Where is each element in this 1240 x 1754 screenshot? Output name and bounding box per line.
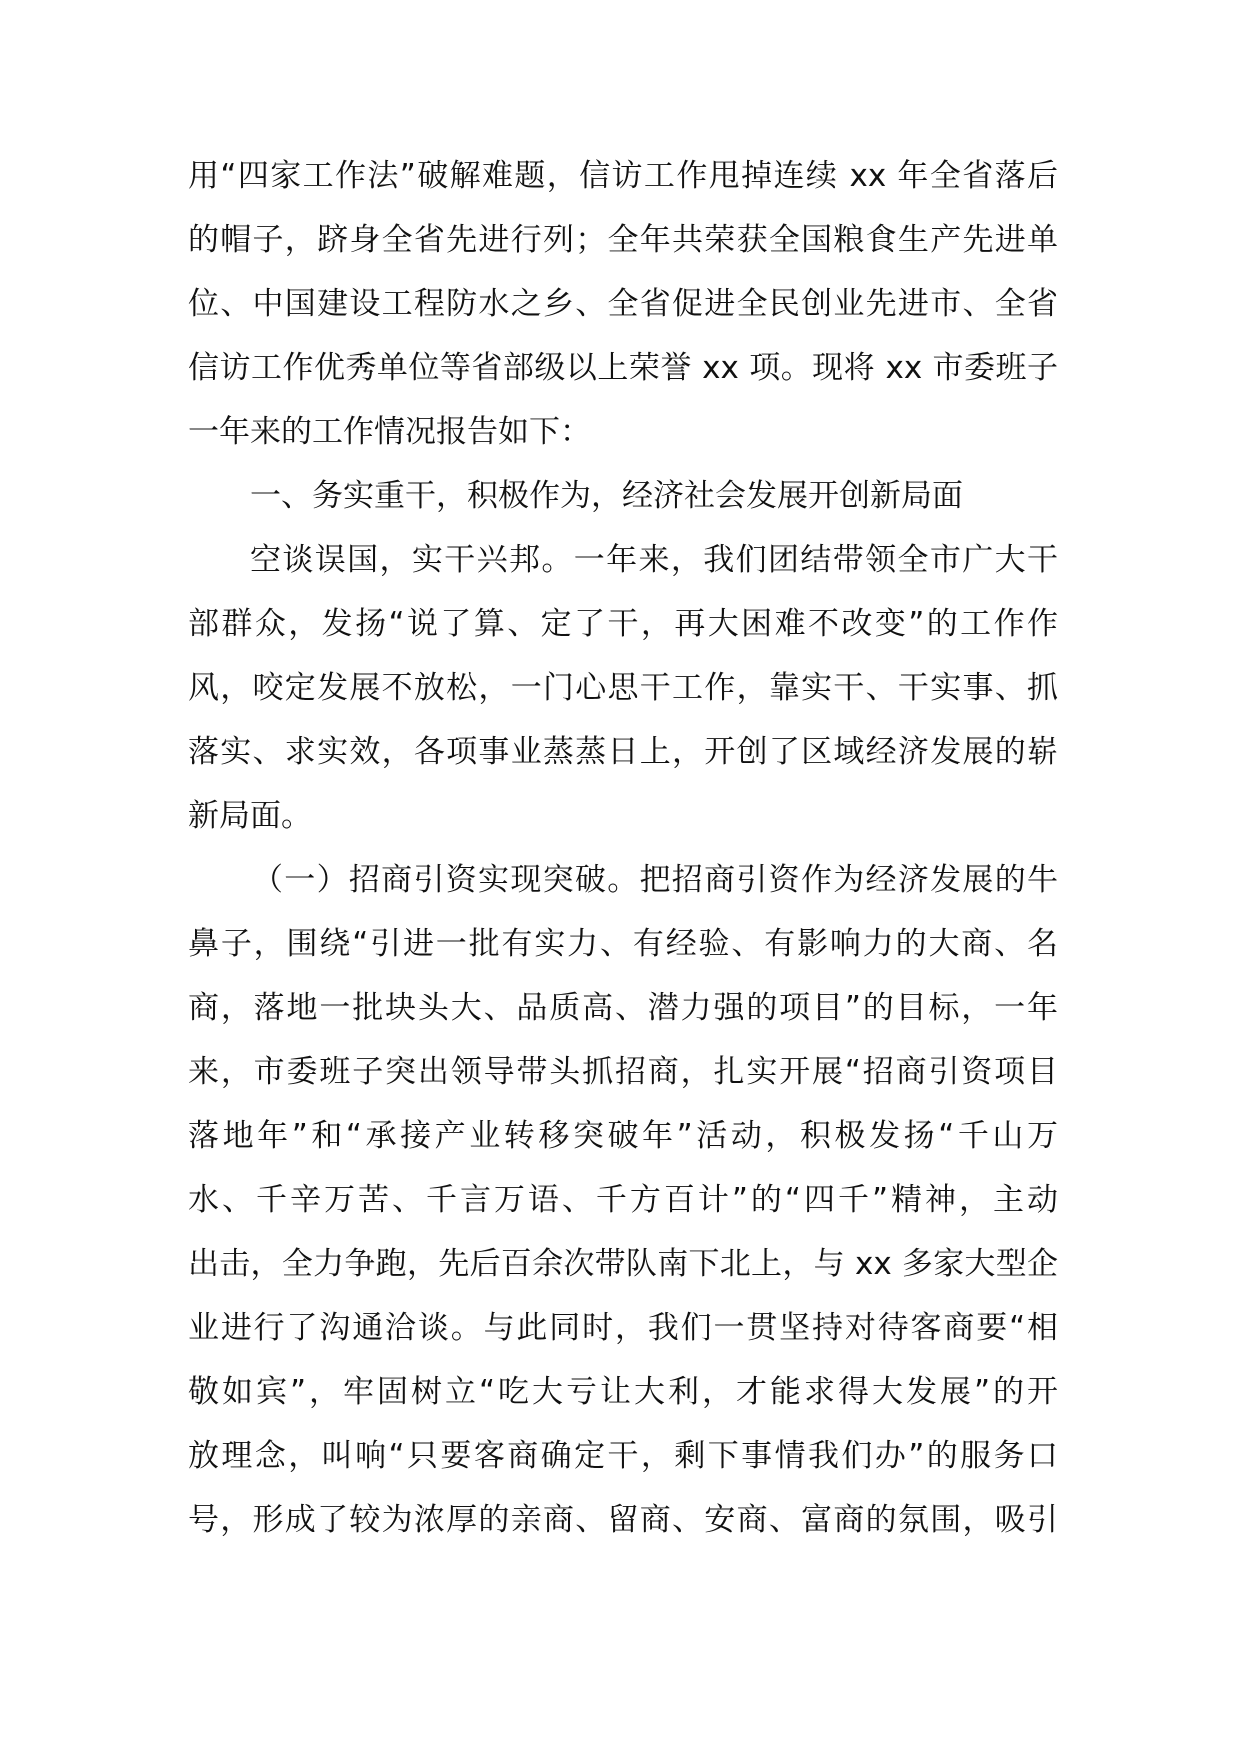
body-text-line: 落实、求实效，各项事业蒸蒸日上，开创了区域经济发展的崭 — [188, 734, 1058, 770]
body-text-line: 位、中国建设工程防水之乡、全省促进全民创业先进市、全省 — [188, 286, 1058, 322]
body-text-line: 空谈误国，实干兴邦。一年来，我们团结带领全市广大干 — [250, 542, 1058, 578]
body-text-line: 来，市委班子突出领导带头抓招商，扎实开展“招商引资项目 — [188, 1054, 1058, 1090]
body-text-line: 号，形成了较为浓厚的亲商、留商、安商、富商的氛围，吸引 — [188, 1502, 1058, 1538]
body-text-line: 风，咬定发展不放松，一门心思干工作，靠实干、干实事、抓 — [188, 670, 1058, 706]
body-text-line: 用“四家工作法”破解难题，信访工作甩掉连续 xx 年全省落后 — [188, 158, 1058, 194]
body-text-line: 信访工作优秀单位等省部级以上荣誉 xx 项。现将 xx 市委班子 — [188, 350, 1058, 386]
body-text-line: 放理念，叫响“只要客商确定干，剩下事情我们办”的服务口 — [188, 1438, 1058, 1474]
section-heading: 一、务实重干，积极作为，经济社会发展开创新局面 — [250, 478, 963, 514]
body-text-line: 业进行了沟通洽谈。与此同时，我们一贯坚持对待客商要“相 — [188, 1310, 1058, 1346]
body-text-line: 商，落地一批块头大、品质高、潜力强的项目”的目标，一年 — [188, 990, 1058, 1026]
body-text-line: 落地年”和“承接产业转移突破年”活动，积极发扬“千山万 — [188, 1118, 1058, 1154]
body-text-line: 部群众，发扬“说了算、定了干，再大困难不改变”的工作作 — [188, 606, 1058, 642]
subsection-heading-line: （一）招商引资实现突破。把招商引资作为经济发展的牛 — [252, 862, 1058, 898]
body-text-line: 鼻子，围绕“引进一批有实力、有经验、有影响力的大商、名 — [188, 926, 1058, 962]
body-text-line: 的帽子，跻身全省先进行列；全年共荣获全国粮食生产先进单 — [188, 222, 1058, 258]
body-text-line: 一年来的工作情况报告如下： — [188, 414, 591, 450]
body-text-line: 水、千辛万苦、千言万语、千方百计”的“四千”精神，主动 — [188, 1182, 1058, 1218]
body-text-line: 新局面。 — [188, 798, 312, 834]
body-text-line: 敬如宾”，牢固树立“吃大亏让大利，才能求得大发展”的开 — [188, 1374, 1058, 1410]
body-text-line: 出击，全力争跑，先后百余次带队南下北上，与 xx 多家大型企 — [188, 1246, 1058, 1282]
